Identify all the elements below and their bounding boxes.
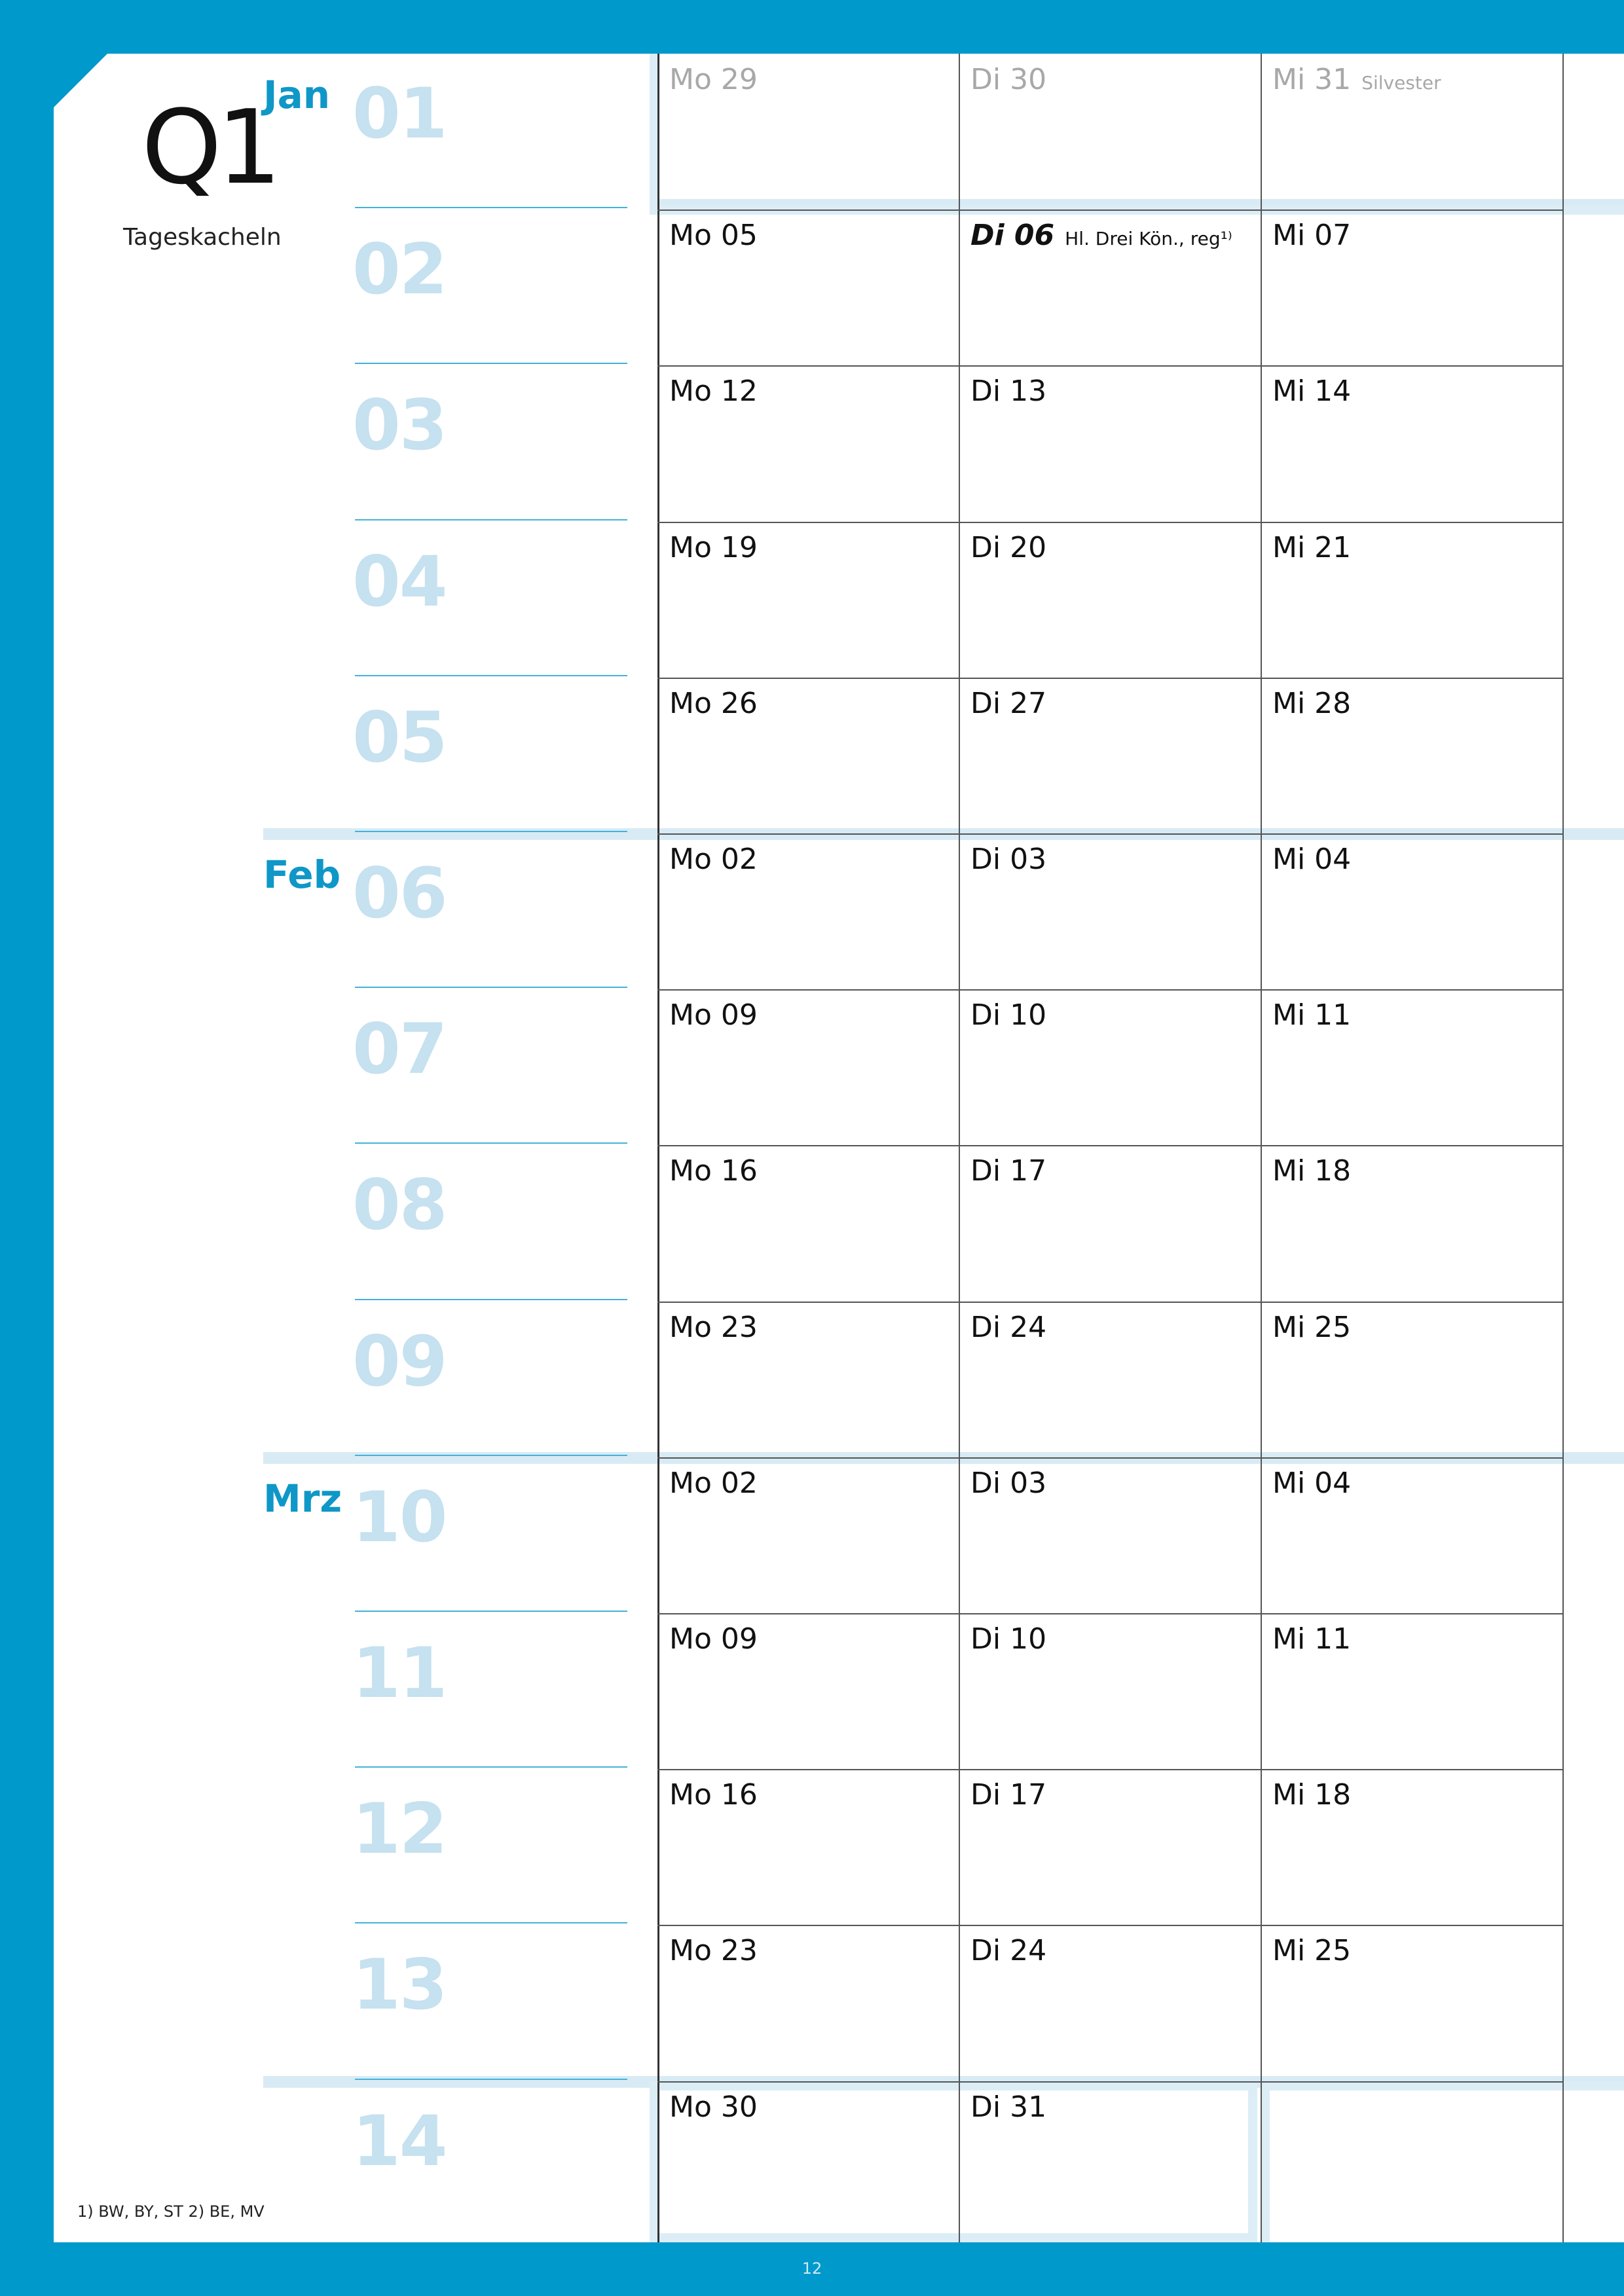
day-label: Di 06: [970, 219, 1055, 252]
week-divider: [355, 987, 627, 988]
month-label: Mrz: [263, 1476, 342, 1521]
day-label: Di 20: [970, 531, 1047, 564]
holiday-note: Hl. Drei Kön., reg¹⁾: [1065, 228, 1232, 249]
day-label: Di 17: [970, 1778, 1047, 1812]
day-cell[interactable]: [970, 1777, 1046, 1813]
day-label: Di 24: [970, 1934, 1047, 1967]
grid-row-line: [657, 989, 1564, 991]
day-label: Mo 29: [669, 63, 758, 96]
day-cell[interactable]: [970, 997, 1046, 1034]
grid-row-line: [657, 2081, 1564, 2083]
month-label: Jan: [263, 73, 331, 117]
day-label: Mi 14: [1272, 374, 1352, 408]
day-cell[interactable]: [669, 2089, 758, 2126]
day-cell[interactable]: [1272, 530, 1351, 566]
day-cell[interactable]: [970, 530, 1046, 566]
week-divider: [355, 675, 627, 676]
grid-column-line: [959, 54, 960, 2242]
day-cell[interactable]: [970, 1933, 1046, 1969]
page-number: 12: [802, 2259, 822, 2278]
grid-row-line: [657, 1925, 1564, 1926]
day-cell[interactable]: [970, 1309, 1046, 1346]
week-number: 02: [352, 229, 447, 310]
week-divider: [355, 1766, 627, 1768]
day-cell[interactable]: [669, 1777, 758, 1813]
day-cell[interactable]: [970, 1465, 1046, 1502]
day-label: Mo 23: [669, 1934, 758, 1967]
day-label: Di 10: [970, 1622, 1047, 1656]
day-label: Mo 09: [669, 1622, 758, 1656]
day-label: Mo 16: [669, 1778, 758, 1812]
day-cell[interactable]: [1272, 841, 1351, 878]
day-cell[interactable]: [1272, 217, 1351, 254]
day-cell[interactable]: [970, 685, 1046, 722]
day-cell[interactable]: [669, 217, 758, 254]
previous-year-outline: [650, 54, 1624, 215]
grid-row-line: [657, 1457, 1564, 1459]
day-label: Mi 07: [1272, 219, 1352, 252]
day-label: Di 31: [970, 2090, 1047, 2124]
day-label: Mo 16: [669, 1154, 758, 1188]
day-cell[interactable]: [970, 841, 1046, 878]
day-label: Mo 05: [669, 219, 758, 252]
day-cell[interactable]: [1272, 997, 1351, 1034]
day-cell[interactable]: [970, 1621, 1046, 1658]
week-number: 11: [352, 1633, 447, 1713]
week-divider: [355, 1922, 627, 1923]
day-cell[interactable]: [669, 1621, 758, 1658]
week-number: 06: [352, 853, 447, 934]
day-cell[interactable]: [669, 1465, 758, 1502]
week-number: 05: [352, 697, 447, 778]
day-label: Di 03: [970, 1467, 1047, 1500]
week-divider: [355, 1142, 627, 1144]
day-cell[interactable]: [669, 1153, 758, 1190]
day-cell[interactable]: [669, 530, 758, 566]
grid-row-line: [657, 1302, 1564, 1303]
grid-row-line: [657, 1613, 1564, 1614]
week-number: 08: [352, 1165, 447, 1245]
day-cell[interactable]: [1272, 1777, 1351, 1813]
week-number: 12: [352, 1789, 447, 1869]
week-number: 14: [352, 2101, 447, 2181]
day-cell[interactable]: [970, 2089, 1046, 2126]
week-divider: [355, 363, 627, 364]
week-divider: [355, 1455, 627, 1456]
day-label: Mi 21: [1272, 531, 1352, 564]
day-label: Mo 02: [669, 843, 758, 876]
day-label: Mo 02: [669, 1467, 758, 1500]
day-cell[interactable]: [1272, 685, 1351, 722]
day-label: Di 30: [970, 63, 1047, 96]
day-label: Mi 04: [1272, 843, 1352, 876]
week-divider: [355, 1299, 627, 1300]
day-label: Mi 11: [1272, 1622, 1352, 1656]
day-label: Mi 28: [1272, 687, 1352, 720]
day-cell[interactable]: [669, 62, 758, 98]
month-label: Feb: [263, 852, 341, 897]
day-label: Di 27: [970, 687, 1047, 720]
week-divider: [355, 207, 627, 208]
day-label: Mo 12: [669, 374, 758, 408]
week-number: 09: [352, 1321, 447, 1402]
week-divider: [355, 1611, 627, 1612]
grid-column-line: [1562, 54, 1564, 2242]
day-label: Di 10: [970, 998, 1047, 1032]
day-label: Mi 25: [1272, 1311, 1352, 1344]
day-label: Mi 04: [1272, 1467, 1352, 1500]
day-label: Mo 26: [669, 687, 758, 720]
day-label: Di 13: [970, 374, 1047, 408]
day-cell[interactable]: [669, 997, 758, 1034]
day-cell[interactable]: [669, 373, 758, 410]
day-cell[interactable]: [1272, 62, 1441, 101]
week-number: 01: [352, 73, 447, 154]
day-cell[interactable]: [970, 217, 1232, 257]
week-divider: [355, 831, 627, 832]
quarter-subtitle: Tageskacheln: [123, 224, 282, 251]
week-divider: [355, 519, 627, 520]
day-cell[interactable]: [1272, 1309, 1351, 1346]
day-cell[interactable]: [1272, 1465, 1351, 1502]
day-label: Mi 25: [1272, 1934, 1352, 1967]
day-cell[interactable]: [1272, 1933, 1351, 1969]
grid-row-line: [657, 522, 1564, 523]
day-cell[interactable]: [669, 685, 758, 722]
day-cell[interactable]: [669, 1933, 758, 1969]
grid-column-line: [657, 54, 659, 2242]
grid-row-line: [657, 1769, 1564, 1770]
day-cell[interactable]: [970, 62, 1046, 98]
calendar-page: [54, 54, 1624, 2242]
day-label: Mo 30: [669, 2090, 758, 2124]
week-divider: [355, 2079, 627, 2080]
day-label: Mi 31: [1272, 63, 1352, 96]
day-label: Mo 09: [669, 998, 758, 1032]
day-label: Di 24: [970, 1311, 1047, 1344]
week-number: 04: [352, 541, 447, 622]
grid-row-line: [657, 1145, 1564, 1146]
grid-column-line: [1261, 54, 1262, 2242]
day-cell[interactable]: [1272, 1153, 1351, 1190]
week-number: 03: [352, 385, 447, 465]
day-label: Mi 11: [1272, 998, 1352, 1032]
day-cell[interactable]: [669, 841, 758, 878]
day-cell[interactable]: [970, 1153, 1046, 1190]
grid-row-line: [657, 210, 1564, 211]
week-number: 07: [352, 1009, 447, 1089]
grid-row-line: [657, 365, 1564, 367]
day-cell[interactable]: [1272, 1621, 1351, 1658]
day-label: Di 03: [970, 843, 1047, 876]
day-cell[interactable]: [970, 373, 1046, 410]
footnote: 1) BW, BY, ST 2) BE, MV: [77, 2202, 265, 2221]
day-label: Mo 23: [669, 1311, 758, 1344]
day-cell[interactable]: [669, 1309, 758, 1346]
week-number: 10: [352, 1477, 447, 1558]
grid-row-line: [657, 833, 1564, 835]
day-label: Di 17: [970, 1154, 1047, 1188]
holiday-note: Silvester: [1361, 72, 1441, 94]
week-number: 13: [352, 1944, 447, 2025]
day-label: Mi 18: [1272, 1778, 1352, 1812]
day-cell[interactable]: [1272, 373, 1351, 410]
quarter-title: Q1: [141, 88, 277, 207]
grid-row-line: [657, 678, 1564, 679]
day-label: Mi 18: [1272, 1154, 1352, 1188]
next-quarter-outline: [1261, 2081, 1624, 2242]
day-label: Mo 19: [669, 531, 758, 564]
